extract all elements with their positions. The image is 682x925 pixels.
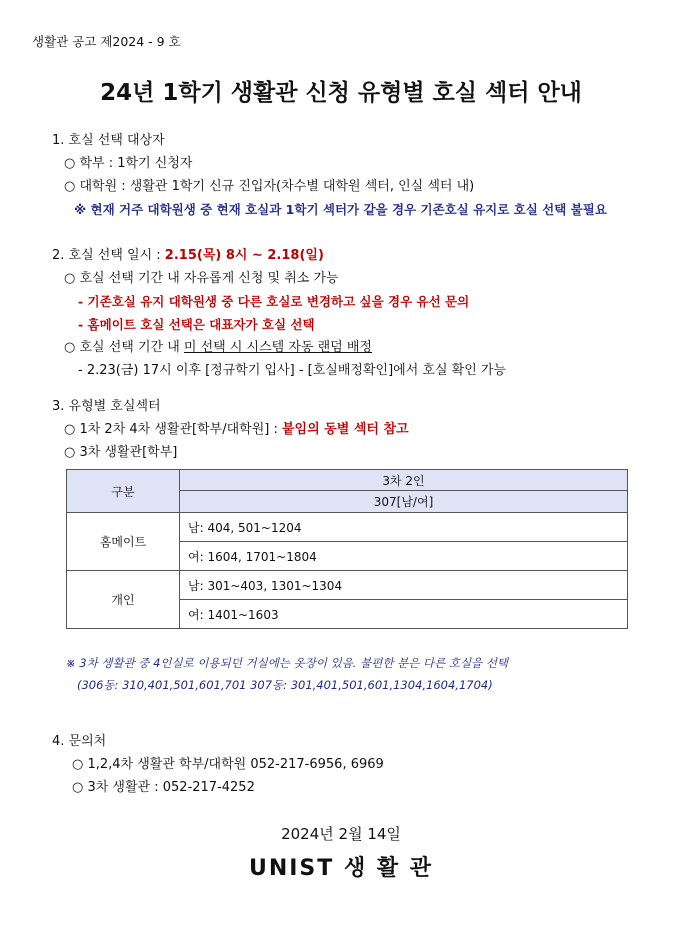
section2-item-random [64,339,372,357]
section3-item-dorm124-label: ○ 1차 2차 4차 생활관[학부/대학원] : [64,422,282,437]
section1-item-undergrad: ○ 학부 : 1학기 신청자 [64,156,193,171]
page-title: 24년 1학기 생활관 신청 유형별 호실 섹터 안내 [100,80,582,106]
section2-heading [52,247,324,265]
section2-random-assign: 미 선택 시 시스템 자동 랜덤 배정 [183,340,372,355]
contact-dorm124: ○ 1,2,4차 생활관 학부/대학원 052-217-6956, 6969 [72,757,384,772]
section1-item-grad: ○ 대학원 : 생활관 1학기 신규 진입자(차수별 대학원 섹터, 인실 섹터 내) [64,179,475,194]
section3-item-dorm3: ○ 3차 생활관[학부] [64,445,178,460]
section3-note-rooms: (306동: 310,401,501,601,701 307동: 301,401,501,601,1304,1604,1704) [77,678,493,692]
section2-item-free: ○ 호실 선택 기간 내 자유롭게 신청 및 취소 가능 [64,271,339,286]
section3-note-wardrobe: ※ 3차 생활관 중 4인실로 이용되던 거실에는 옷장이 있음. 불편한 분은 다른 호실을 선택 [66,656,509,670]
table-cell-individual-female: 여: 1401~1603 [180,600,628,629]
section4-heading: 4. 문의처 [52,734,107,749]
section3-heading: 3. 유형별 호실섹터 [52,399,161,414]
section2-sub-homemate: - 홈메이트 호실 선택은 대표자가 호실 선택 [78,317,315,332]
issuer-name: UNIST 생 활 관 [248,856,434,881]
contact-dorm3: ○ 3차 생활관 : 052-217-4252 [72,780,255,795]
table-cell-homemate: 홈메이트 [67,513,180,571]
section1-note: ※ 현재 거주 대학원생 중 현재 호실과 1학기 섹터가 같을 경우 기존호실 유지로 호실 선택 불필요 [74,202,607,217]
table-cell-homemate-female: 여: 1604, 1701~1804 [180,542,628,571]
table-header-category: 구분 [67,470,180,513]
section1-heading: 1. 호실 선택 대상자 [52,133,165,148]
table-header-dorm: 3차 2인 [180,470,628,491]
room-sector-table [66,469,628,629]
table-cell-individual-male: 남: 301~403, 1301~1304 [180,571,628,600]
section2-sub-existing: - 기존호실 유지 대학원생 중 다른 호실로 변경하고 싶을 경우 유선 문의 [78,294,470,309]
section3-item-dorm124 [64,421,409,439]
table-header-building: 307[남/여] [180,491,628,513]
section2-dates: 2.15(목) 8시 ~ 2.18(일) [164,248,324,263]
section2-item-random-label: ○ 호실 선택 기간 내 [64,340,184,355]
notice-number: 생활관 공고 제2024 - 9 호 [32,34,181,49]
notice-date: 2024년 2월 14일 [281,825,401,843]
table-cell-homemate-male: 남: 404, 501~1204 [180,513,628,542]
section3-attachment-ref: 붙임의 동별 섹터 참고 [282,422,409,437]
section2-sub-check: - 2.23(금) 17시 이후 [정규학기 입사] - [호실배정확인]에서 호실 확인 가능 [78,363,507,378]
table-cell-individual: 개인 [67,571,180,629]
section2-heading-label: 2. 호실 선택 일시 : [52,248,165,263]
